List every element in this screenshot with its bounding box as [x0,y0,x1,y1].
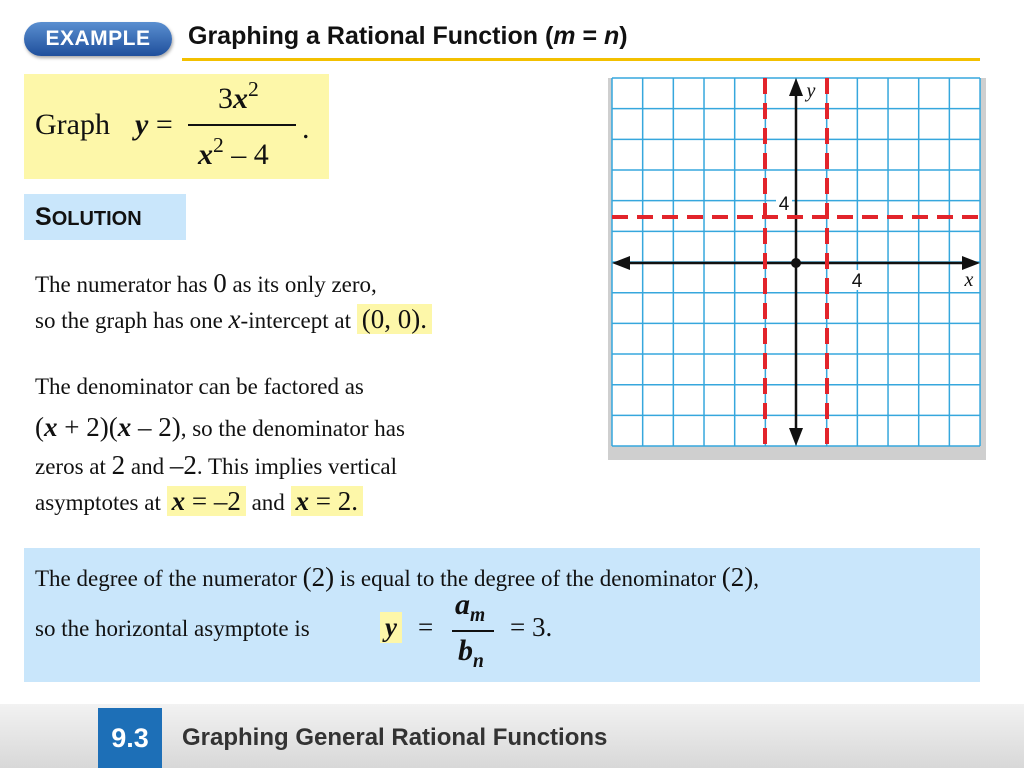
asym1-value: = –2 [185,486,241,516]
coef-a: a [455,588,470,621]
y-axis-label: y [806,80,816,102]
bottom-l1b: is equal to the degree of the denominator [334,566,722,591]
para2-line3 [35,450,397,481]
coef-b-sub: n [473,651,484,672]
ha-fraction-bar [452,630,494,632]
example-badge: EXAMPLE [24,22,172,56]
asym2-x: x [295,486,310,516]
numerator-zero: 0 [213,268,227,298]
ha-result [510,612,552,643]
para1-l1b: as its only zero, [226,272,377,297]
ha-result-value: = 3 [510,612,546,642]
para1-line2 [35,304,432,335]
function-lhs [135,108,173,142]
num-coef: 3 [218,82,233,115]
lead-coef-b [458,634,484,673]
bottom-line2: so the horizontal asymptote is [35,616,310,641]
title-eq: = [575,22,605,50]
para1-l2b: -intercept at [240,308,357,333]
denominator-degree: (2) [721,562,754,592]
title-m: m [553,22,576,50]
para2-end: . [351,486,359,516]
para2-l3a: zeros at [35,454,112,479]
intercept-highlight [357,304,432,334]
problem-period: . [302,112,310,145]
section-title: Graphing General Rational Functions [182,724,608,751]
zero-two: 2 [111,450,126,480]
y-tick-label: 4 [778,194,790,215]
asym1-x: x [171,486,186,516]
bottom-l1a: The degree of the numerator [35,566,303,591]
para1-l1a: The numerator has [35,272,214,297]
intercept-point: (0, 0) [361,304,421,334]
solution-first-letter: S [35,203,52,231]
graph-word: Graph [35,108,110,141]
den-var: x [198,138,213,171]
title-suffix: ) [619,22,628,50]
x-axis-label: x [964,269,974,291]
asymptote-graph [600,70,988,462]
factor-x1: x [44,412,58,442]
factor-close: – 2) [131,412,181,442]
x-tick-label: 4 [851,271,863,292]
title-n: n [604,22,620,50]
solution-label [24,194,186,240]
para1-end: . [420,304,427,334]
factor-mid: + 2)( [57,412,118,442]
equals-sign: = [148,108,173,141]
para2-line1: The denominator can be factored as [35,374,364,399]
para2-l4-and: and [245,490,291,515]
para2-line2 [35,412,405,443]
coef-a-sub: m [470,605,486,626]
fraction-bar [188,124,296,126]
ha-equals: = [418,612,434,642]
den-rest: – 4 [223,138,269,171]
asym2-value: = 2 [309,486,352,516]
para2-l4a: asymptotes at [35,490,167,515]
num-var: x [233,82,248,115]
origin-intercept-point [791,258,801,268]
para2-l3b: . This implies vertical [196,454,398,479]
ha-y-highlight [380,612,402,643]
num-exp: 2 [248,77,259,102]
para1-x: x [228,304,241,334]
para2-l3-and: and [125,454,170,479]
para1-l2a: so the graph has one [35,308,229,333]
para1-line1 [35,268,377,299]
ha-y-var: y [385,612,397,642]
para2-line4 [35,486,363,517]
numerator [218,77,259,116]
ha-result-end: . [545,612,553,642]
solution-rest: OLUTION [51,208,142,230]
page-title [188,22,628,51]
numerator-degree: (2) [302,562,335,592]
coef-b: b [458,634,473,667]
para2-l2-rest: , so the denominator has [180,416,405,441]
header-rule [182,58,980,61]
den-exp: 2 [213,133,224,158]
bottom-l1-end: , [753,566,759,591]
asymptote1-highlight [167,486,246,516]
title-prefix: Graphing a Rational Function ( [188,22,554,50]
lead-coef-a [455,588,485,627]
denominator [198,133,269,172]
factor-x2: x [117,412,132,442]
y-var: y [135,108,149,141]
factor-open: ( [35,412,44,442]
bottom-line1 [35,562,759,593]
zero-neg-two: –2 [169,450,197,480]
section-number: 9.3 [98,708,162,768]
asymptote2-highlight [291,486,363,516]
